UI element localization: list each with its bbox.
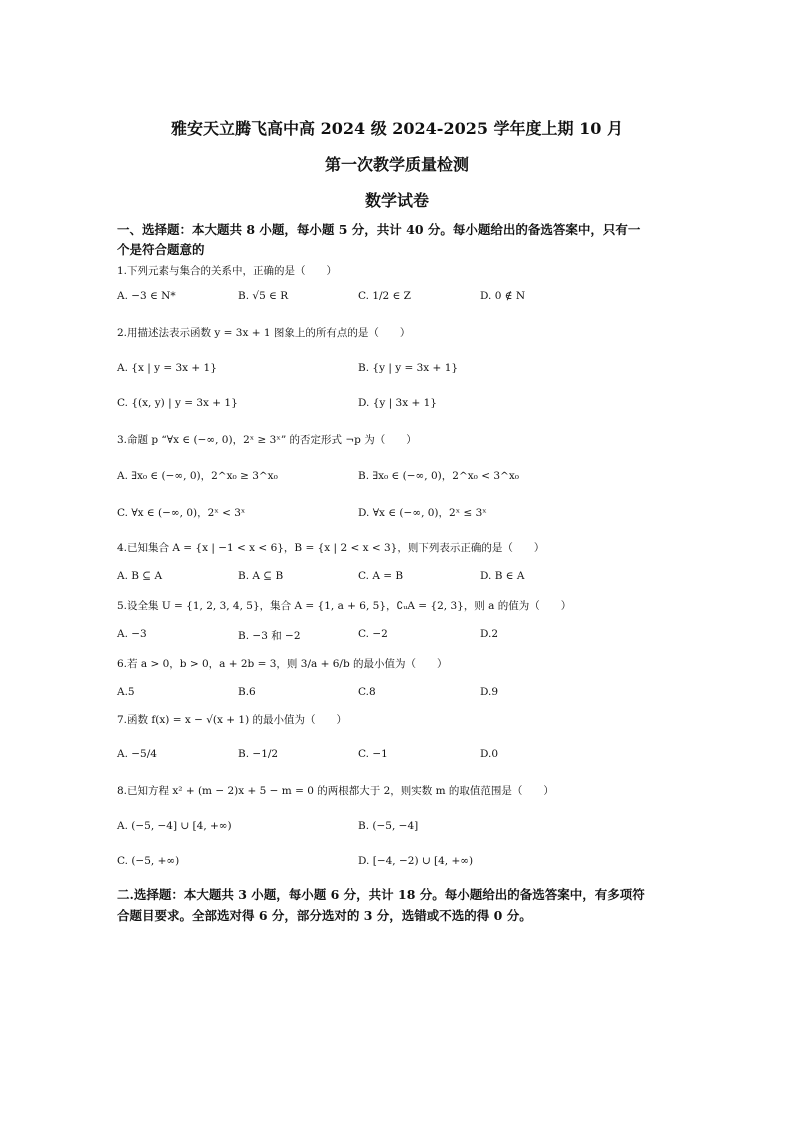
question-6-option-c: C.8 — [358, 686, 376, 698]
question-5-option-d: D.2 — [480, 628, 499, 640]
question-4-option-b: B. A ⊆ B — [238, 570, 284, 582]
question-5-option-c: C. −2 — [358, 628, 388, 640]
exam-title-line3: 数学试卷 — [364, 191, 429, 210]
question-7-option-c: C. −1 — [358, 748, 388, 760]
question-6-option-b: B.6 — [238, 686, 256, 698]
question-8-option-d: D. [−4, −2) ∪ [4, +∞) — [358, 855, 474, 867]
question-1-option-d: D. 0 ∉ N — [480, 290, 526, 302]
question-4-option-c: C. A = B — [358, 570, 404, 582]
question-2-option-c: C. {(x, y) | y = 3x + 1} — [117, 397, 238, 409]
exam-title-line2: 第一次教学质量检测 — [324, 155, 469, 174]
question-4-option-d: D. B ∈ A — [480, 570, 525, 582]
question-6-option-d: D.9 — [480, 686, 499, 698]
question-3-stem: 3.命题 p “∀x ∈ (−∞, 0)，2ˣ ≥ 3ˣ” 的否定形式 ¬p 为（ ） — [117, 434, 417, 446]
question-4-stem: 4.已知集合 A = {x | −1 < x < 6}，B = {x | 2 < x < 3}，则下列表示正确的是（ ） — [117, 542, 545, 554]
section1-heading-line2: 个是符合题意的 — [117, 242, 205, 257]
question-7-option-b: B. −1/2 — [238, 748, 279, 760]
question-3-option-a: A. ∃x₀ ∈ (−∞, 0)，2^x₀ ≥ 3^x₀ — [117, 470, 278, 482]
question-3-option-b: B. ∃x₀ ∈ (−∞, 0)，2^x₀ < 3^x₀ — [358, 470, 519, 482]
section2-heading-line2: 合题目要求。全部选对得 6 分，部分选对的 3 分，选错或不选的得 0 分。 — [117, 908, 532, 923]
section1-heading-line1: 一、选择题：本大题共 8 小题，每小题 5 分，共计 40 分。每小题给出的备选答案中，只有一 — [117, 222, 641, 237]
question-1-option-c: C. 1/2 ∈ Z — [358, 290, 411, 302]
exam-title-line1: 雅安天立腾飞高中高 2024 级 2024-2025 学年度上期 10 月 — [171, 119, 623, 138]
question-7-option-a: A. −5/4 — [117, 748, 157, 760]
question-2-option-b: B. {y | y = 3x + 1} — [358, 362, 459, 374]
question-8-option-b: B. (−5, −4] — [358, 820, 419, 832]
question-6-stem: 6.若 a > 0，b > 0，a + 2b = 3，则 3/a + 6/b 的最小值为（ ） — [117, 658, 448, 670]
question-1-option-b: B. √5 ∈ R — [238, 290, 289, 302]
question-5-option-b: B. −3 和 −2 — [238, 630, 301, 642]
question-6-option-a: A.5 — [117, 686, 135, 698]
question-1-stem: 1.下列元素与集合的关系中，正确的是（ ） — [117, 265, 338, 277]
question-7-option-d: D.0 — [480, 748, 499, 760]
question-2-stem: 2.用描述法表示函数 y = 3x + 1 图象上的所有点的是（ ） — [117, 327, 411, 339]
question-3-option-d: D. ∀x ∈ (−∞, 0)，2ˣ ≤ 3ˣ — [358, 507, 487, 519]
question-4-option-a: A. B ⊆ A — [117, 570, 163, 582]
question-7-stem: 7.函数 f(x) = x − √(x + 1) 的最小值为（ ） — [117, 714, 348, 726]
question-2-option-d: D. {y | 3x + 1} — [358, 397, 437, 409]
question-2-option-a: A. {x | y = 3x + 1} — [117, 362, 217, 374]
question-8-option-a: A. (−5, −4] ∪ [4, +∞) — [117, 820, 232, 832]
question-1-option-a: A. −3 ∈ N* — [117, 290, 176, 302]
question-3-option-c: C. ∀x ∈ (−∞, 0)，2ˣ < 3ˣ — [117, 507, 246, 519]
question-8-stem: 8.已知方程 x² + (m − 2)x + 5 − m = 0 的两根都大于 2，则实数 m 的取值范围是（ ） — [117, 785, 554, 797]
question-8-option-c: C. (−5, +∞) — [117, 855, 180, 867]
question-5-stem: 5.设全集 U = {1, 2, 3, 4, 5}，集合 A = {1, a + 6, 5}，∁ᵤA = {2, 3}，则 a 的值为（ ） — [117, 600, 572, 612]
section2-heading-line1: 二.选择题：本大题共 3 小题，每小题 6 分，共计 18 分。每小题给出的备选答案中，有多项符 — [117, 887, 645, 902]
question-5-option-a: A. −3 — [117, 628, 147, 640]
